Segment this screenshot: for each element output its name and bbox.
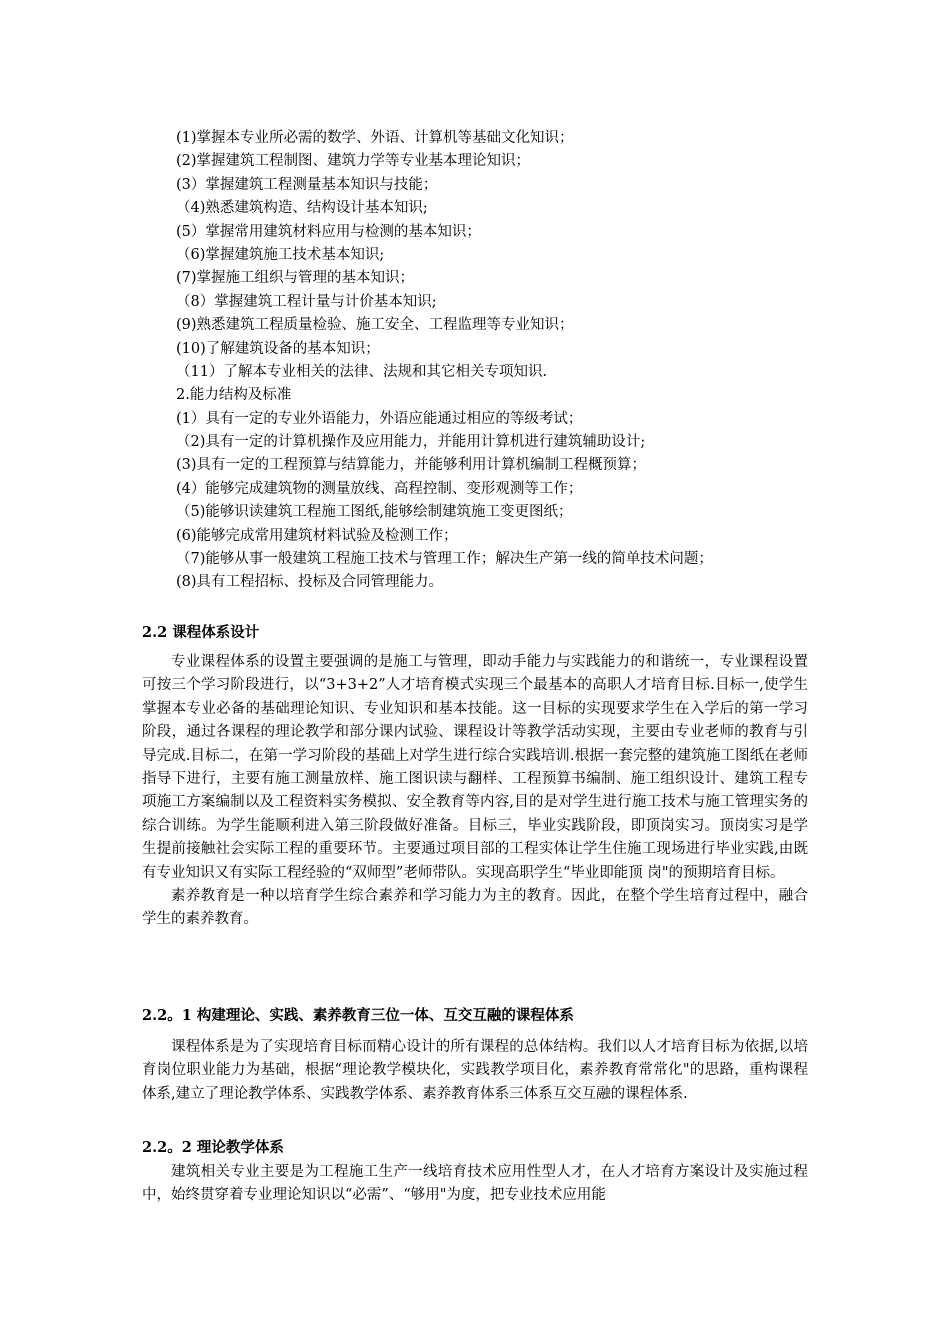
list-item: (7)掌握施工组织与管理的基本知识； xyxy=(176,270,415,287)
list-item: (8)具有工程招标、投标及合同管理能力。 xyxy=(176,574,444,591)
list-item: （2)具有一定的计算机操作及应用能力，并能用计算机进行建筑辅助设计; xyxy=(176,434,646,451)
list-item: (1）具有一定的专业外语能力，外语应能通过相应的等级考试； xyxy=(176,410,583,427)
list-item: （8）掌握建筑工程计量与计价基本知识; xyxy=(176,293,437,310)
section-2-2-1 xyxy=(142,1004,808,1106)
list-item: （6)掌握建筑施工技术基本知识; xyxy=(176,246,385,263)
section-2-2 xyxy=(142,621,808,932)
list-item: (3）掌握建筑工程测量基本知识与技能； xyxy=(176,176,438,193)
list-item: （5)能够识读建筑工程施工图纸,能够绘制建筑施工变更图纸； xyxy=(176,504,573,521)
list-item: (1)掌握本专业所必需的数学、外语、计算机等基础文化知识； xyxy=(176,130,574,146)
paragraph: 素养教育是一种以培育学生综合素养和学习能力为主的教育。因此，在整个学生培育过程中，融合学生的素养教育。 xyxy=(142,888,808,928)
list-item: （4)熟悉建筑构造、结构设计基本知识; xyxy=(176,200,428,217)
section-heading: 2.2。1 构建理论、实践、素养教育三位一体、互交互融的课程体系 xyxy=(142,1007,574,1024)
list-item: （11）了解本专业相关的法律、法规和其它相关专项知识. xyxy=(176,363,548,380)
list-item: (3)具有一定的工程预算与结算能力，并能够利用计算机编制工程概预算； xyxy=(176,457,647,474)
list-item: (5）掌握常用建筑材料应用与检测的基本知识； xyxy=(176,223,481,240)
section-2-2-2 xyxy=(142,1136,808,1208)
knowledge-list xyxy=(176,127,836,595)
paragraph: 专业课程体系的设置主要强调的是施工与管理，即动手能力与实践能力的和谐统一，专业课程设置可按三个学习阶段进行，以“3+3+2”人才培育模式实现三个最基本的高职人才培育目标.目标一,使学生掌握本专业必备的基础理论知识、专业知识和基本技能。这一目标的实现要求学生在入学后的第一学习阶段，通过各课程的理论教学和部分课内试验、课程设计等教学活动实现，主要由专业老师的教育与引导完成.目标二，在第一学习阶段的基础上对学生进行综合实践培训.根据一套完整的建筑施工图纸在老师指导下进行，主要有施工测量放样、施工图识读与翻样、工程预算书编制、施工组织设计、建筑工程专项施工方案编制以及工程资料实务模拟、安全教育等内容,目的是对学生进行施工技术与施工管理实务的综合训练。为学生能顺利进入第三阶段做好准备。目标三，毕业实践阶段，即顶岗实习。顶岗实习是学生提前接触社会实际工程的重要环节。主要通过项目部的工程实体让学生住施工现场进行毕业实践,由既有专业知识又有实际工程经验的“双师型”老师带队。实现高职学生“毕业即能顶 岗"的预期培育目标。 xyxy=(142,654,808,881)
list-item: (2)掌握建筑工程制图、建筑力学等专业基本理论知识； xyxy=(176,153,531,170)
list-item: (4）能够完成建筑物的测量放线、高程控制、变形观测等工作； xyxy=(176,480,583,497)
section-heading: 2.2。2 理论教学体系 xyxy=(142,1139,284,1156)
list-item: (6)能够完成常用建筑材料试验及检测工作； xyxy=(176,527,458,544)
ability-heading: 2.能力结构及标准 xyxy=(176,387,292,404)
paragraph: 建筑相关专业主要是为工程施工生产一线培育技术应用性型人才，在人才培育方案设计及实施过程中，始终贯穿着专业理论知识以“必需”、“够用"为度，把专业技术应用能 xyxy=(142,1164,808,1204)
list-item: （7)能够从事一般建筑工程施工技术与管理工作；解决生产第一线的简单技术问题； xyxy=(176,551,713,568)
list-item: (10)了解建筑设备的基本知识； xyxy=(176,340,380,357)
list-item: (9)熟悉建筑工程质量检验、施工安全、工程监理等专业知识； xyxy=(176,317,574,334)
paragraph: 课程体系是为了实现培育目标而精心设计的所有课程的总体结构。我们以人才培育目标为依据,以培育岗位职业能力为基础，根据“理论教学模块化，实践教学项目化，素养教育常常化"的思路，重构课程体系,建立了理论教学体系、实践教学体系、素养教育体系三体系互交互融的课程体系. xyxy=(142,1039,808,1102)
section-heading: 2.2 课程体系设计 xyxy=(142,624,260,641)
